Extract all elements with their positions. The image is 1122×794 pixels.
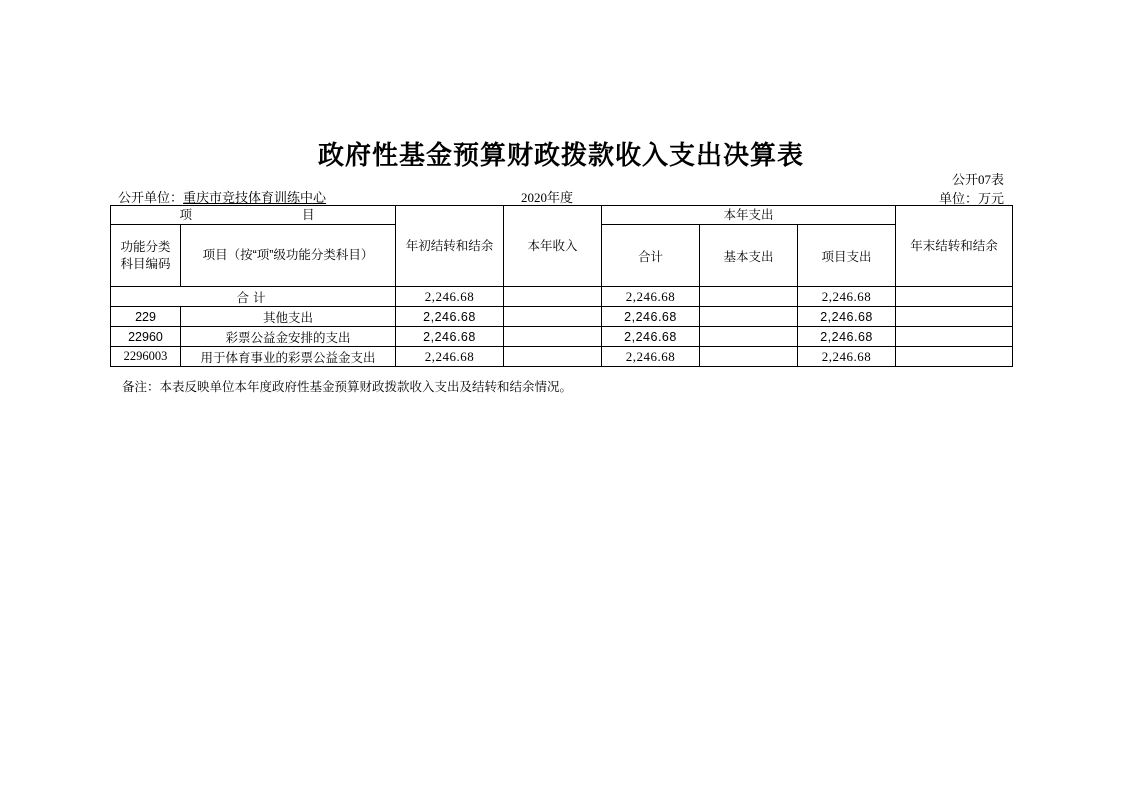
row-exp-basic [700, 287, 798, 307]
table-footnote: 备注：本表反映单位本年度政府性基金预算财政拨款收入支出及结转和结余情况。 [122, 380, 573, 394]
row-exp-project: 2,246.68 [798, 307, 896, 327]
header-exp-basic: 基本支出 [700, 225, 798, 287]
row-exp-basic [700, 327, 798, 347]
row-exp-total: 2,246.68 [602, 327, 700, 347]
row-project-name: 其他支出 [181, 307, 396, 327]
header-current-income: 本年收入 [504, 206, 602, 287]
budget-table [110, 205, 1013, 367]
header-project-name: 项目（按“项”级功能分类科目） [181, 225, 396, 287]
organization-line [118, 187, 326, 206]
row-end-balance [896, 287, 1013, 307]
row-exp-total: 2,246.68 [602, 307, 700, 327]
row-exp-total: 2,246.68 [602, 347, 700, 367]
header-function-code: 功能分类 科目编码 [111, 225, 181, 287]
row-current-income [504, 287, 602, 307]
row-exp-project: 2,246.68 [798, 327, 896, 347]
header-current-year-expenditure: 本年支出 [602, 206, 896, 225]
row-function-code: 22960 [111, 327, 181, 347]
row-exp-total: 2,246.68 [602, 287, 700, 307]
page-title: 政府性基金预算财政拨款收入支出决算表 [317, 140, 804, 170]
row-begin-balance: 2,246.68 [396, 307, 504, 327]
sheet-number: 公开07表 [951, 172, 1004, 187]
row-end-balance [896, 307, 1013, 327]
header-exp-project: 项目支出 [798, 225, 896, 287]
table-row [111, 347, 1013, 367]
amount-unit-label: 单位：万元 [938, 191, 1004, 206]
row-project-name: 彩票公益金安排的支出 [181, 327, 396, 347]
row-exp-project: 2,246.68 [798, 347, 896, 367]
row-current-income [504, 347, 602, 367]
row-function-code: 2296003 [111, 347, 181, 367]
row-begin-balance: 2,246.68 [396, 327, 504, 347]
header-exp-total: 合计 [602, 225, 700, 287]
table-header-row-1 [111, 206, 1013, 225]
row-function-code: 229 [111, 307, 181, 327]
row-exp-basic [700, 307, 798, 327]
row-end-balance [896, 347, 1013, 367]
organization-prefix: 公开单位： [118, 190, 184, 205]
fiscal-year: 2020年度 [521, 190, 574, 205]
organization-name: 重庆市竞技体育训练中心 [183, 190, 327, 205]
header-item-group: 项 目 [111, 206, 396, 225]
table-row [111, 307, 1013, 327]
row-total-label: 合计 [111, 287, 396, 307]
header-end-balance: 年末结转和结余 [896, 206, 1013, 287]
row-end-balance [896, 327, 1013, 347]
row-begin-balance: 2,246.68 [396, 347, 504, 367]
row-exp-project: 2,246.68 [798, 287, 896, 307]
row-begin-balance: 2,246.68 [396, 287, 504, 307]
row-exp-basic [700, 347, 798, 367]
table-row [111, 327, 1013, 347]
table-row [111, 287, 1013, 307]
row-project-name: 用于体育事业的彩票公益金支出 [181, 347, 396, 367]
header-begin-balance: 年初结转和结余 [396, 206, 504, 287]
row-current-income [504, 327, 602, 347]
row-current-income [504, 307, 602, 327]
